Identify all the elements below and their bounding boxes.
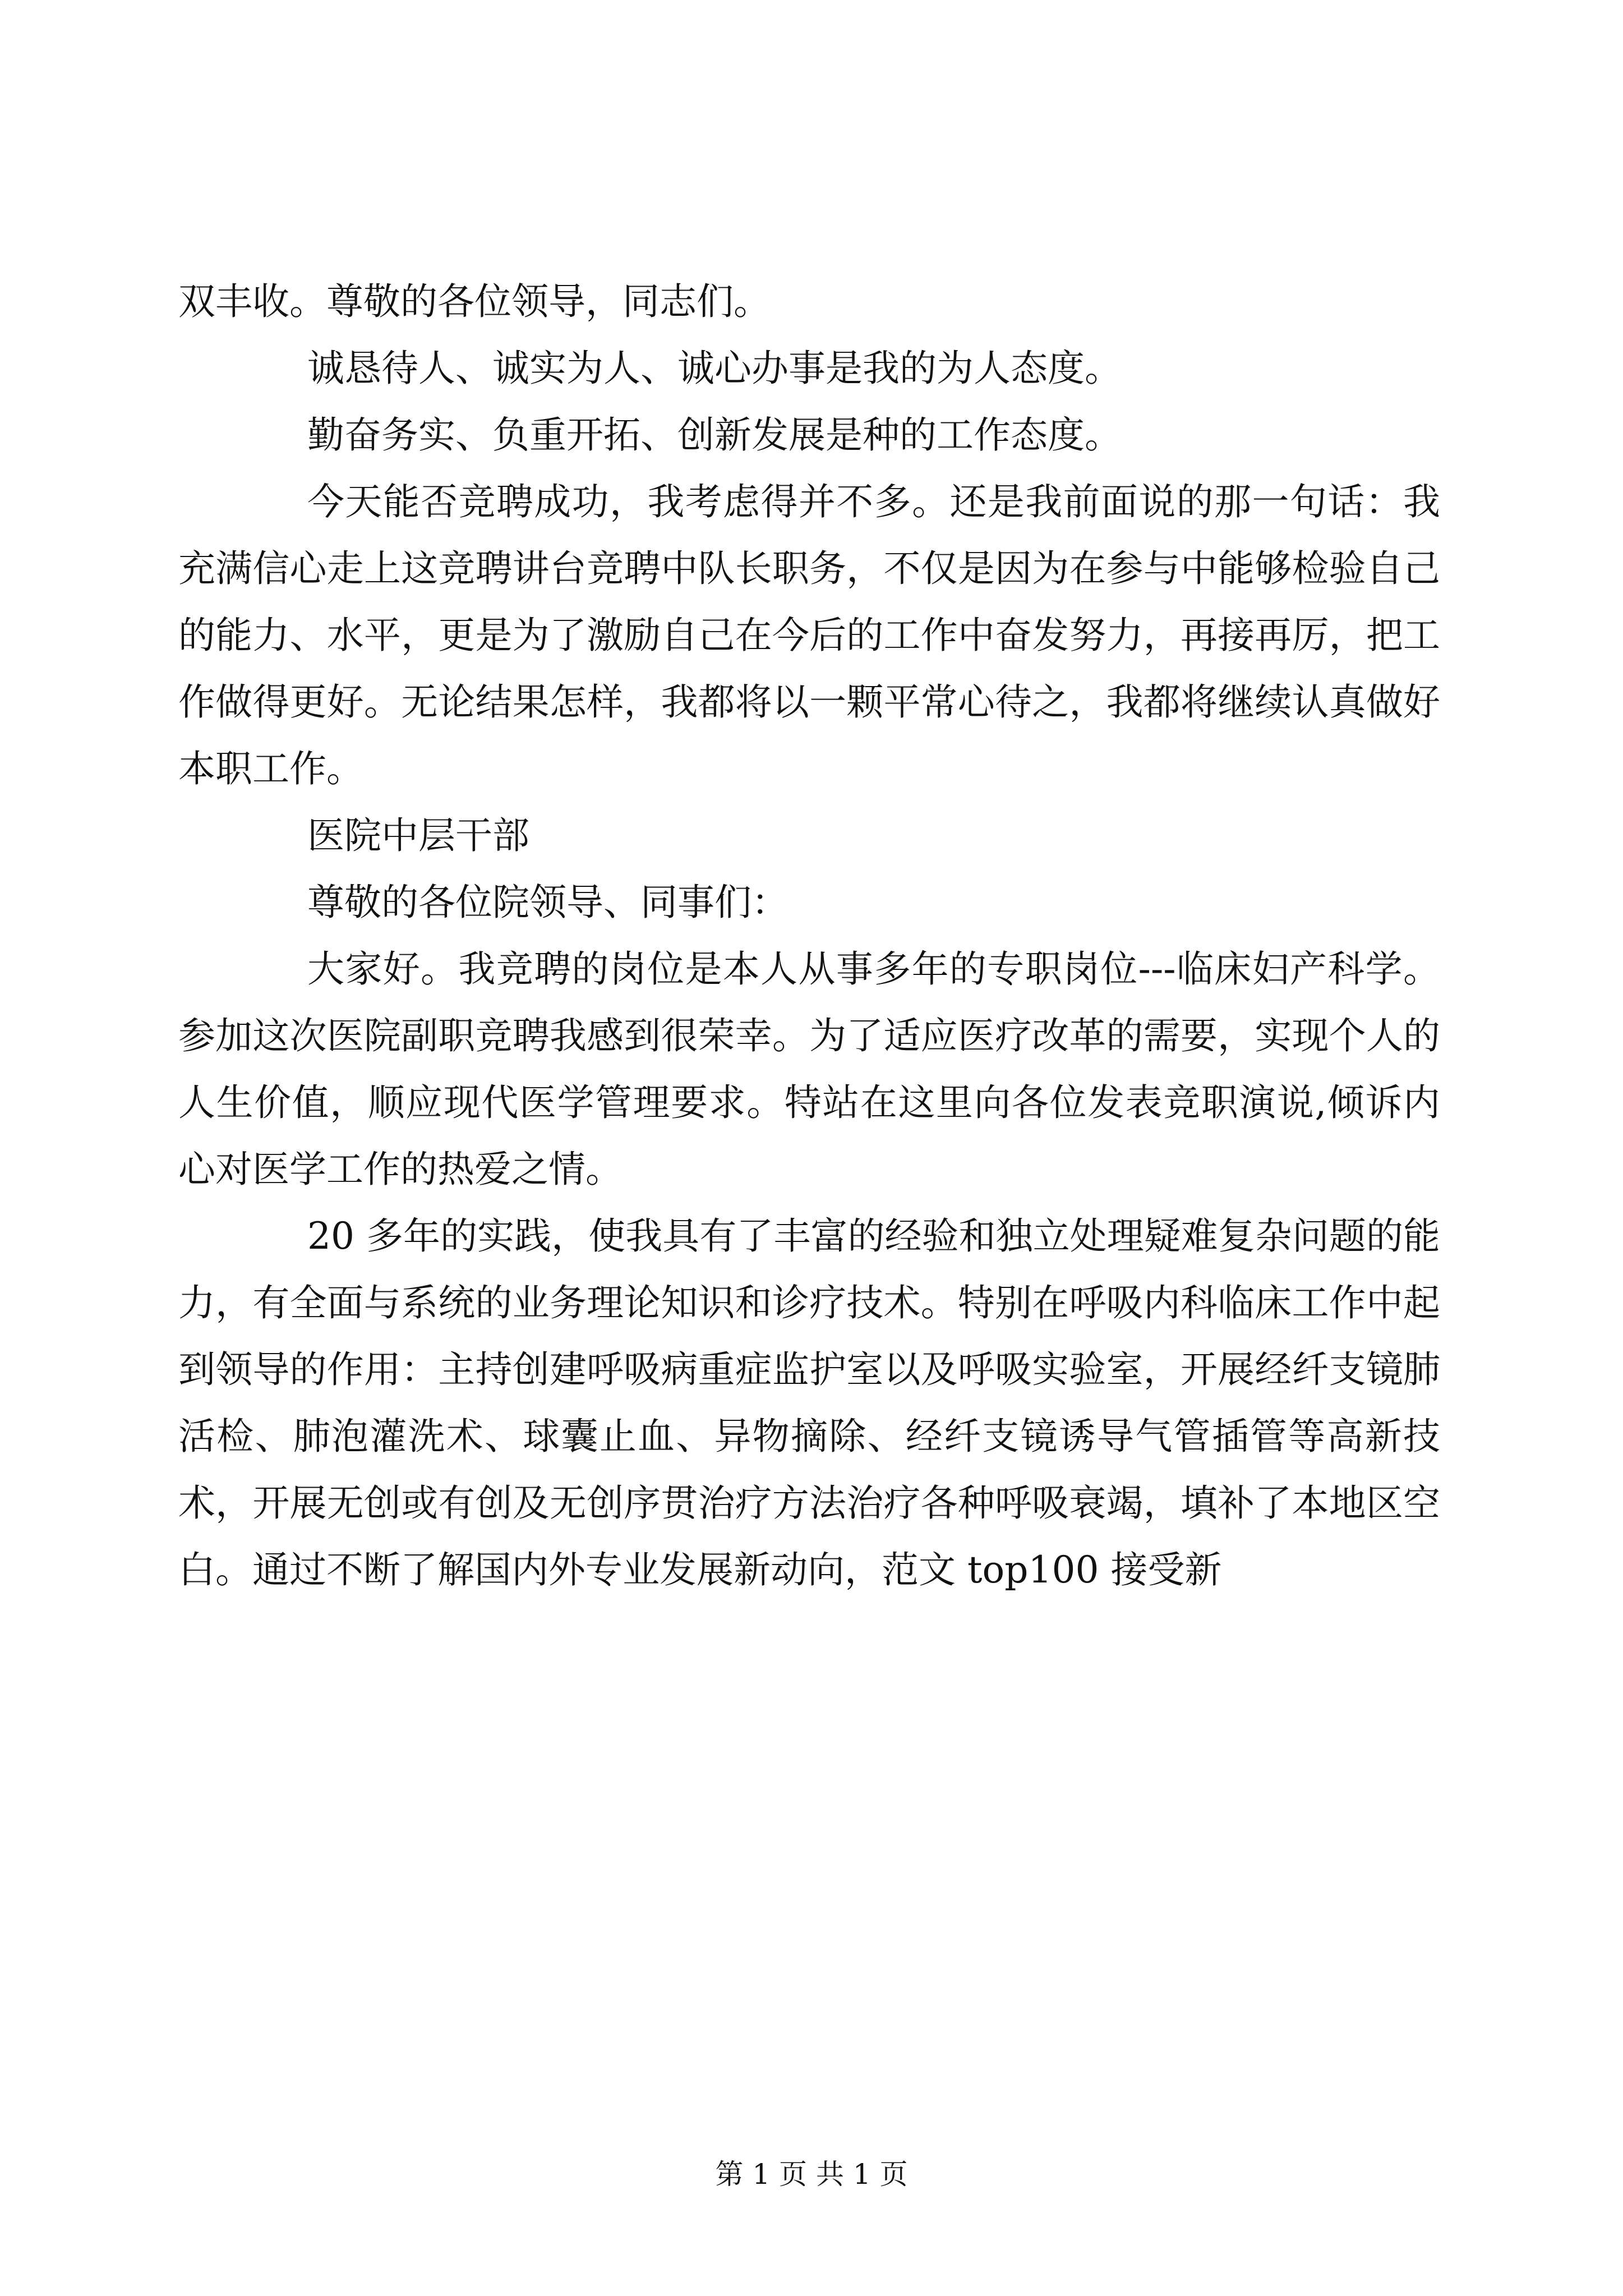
paragraph-4: 今天能否竞聘成功，我考虑得并不多。还是我前面说的那一句话：我充满信心走上这竞聘讲台竞聘中队长职务，不仅是因为在参与中能够检验自己的能力、水平，更是为了激励自己在今后的工作中奋发努力，再接再厉，把工作做得更好。无论结果怎样，我都将以一颗平常心待之，我都将继续认真做好本职工作。 (178, 480, 1440, 790)
paragraph-3: 勤奋务实、负重开拓、创新发展是种的工作态度。 (307, 413, 1122, 457)
section-heading: 医院中层干部 (307, 814, 529, 857)
paragraph-7: 大家好。我竞聘的岗位是本人从事多年的专职岗位---临床妇产科学。参加这次医院副职竞聘我感到很荣幸。为了适应医疗改革的需要，实现个人的人生价值，顺应现代医学管理要求。特站在这里向各位发表竞职演说,倾诉内心对医学工作的热爱之情。 (178, 947, 1440, 1191)
paragraph-8: 20 多年的实践，使我具有了丰富的经验和独立处理疑难复杂问题的能力，有全面与系统的业务理论知识和诊疗技术。特别在呼吸内科临床工作中起到领导的作用：主持创建呼吸病重症监护室以及呼吸实验室，开展经纤支镜肺活检、肺泡灌洗术、球囊止血、异物摘除、经纤支镜诱导气管插管等高新技术，开展无创或有创及无创序贯治疗方法治疗各种呼吸衰竭，填补了本地区空白。通过不断了解国内外专业发展新动向，范文 top100 接受新 (178, 1214, 1440, 1591)
document-body (178, 268, 1440, 1603)
salutation: 尊敬的各位院领导、同事们： (307, 881, 789, 924)
paragraph-2: 诚恳待人、诚实为人、诚心办事是我的为人态度。 (307, 347, 1122, 390)
paragraph-1: 双丰收。尊敬的各位领导，同志们。 (178, 280, 771, 323)
page-footer: 第 1 页 共 1 页 (715, 2158, 908, 2191)
